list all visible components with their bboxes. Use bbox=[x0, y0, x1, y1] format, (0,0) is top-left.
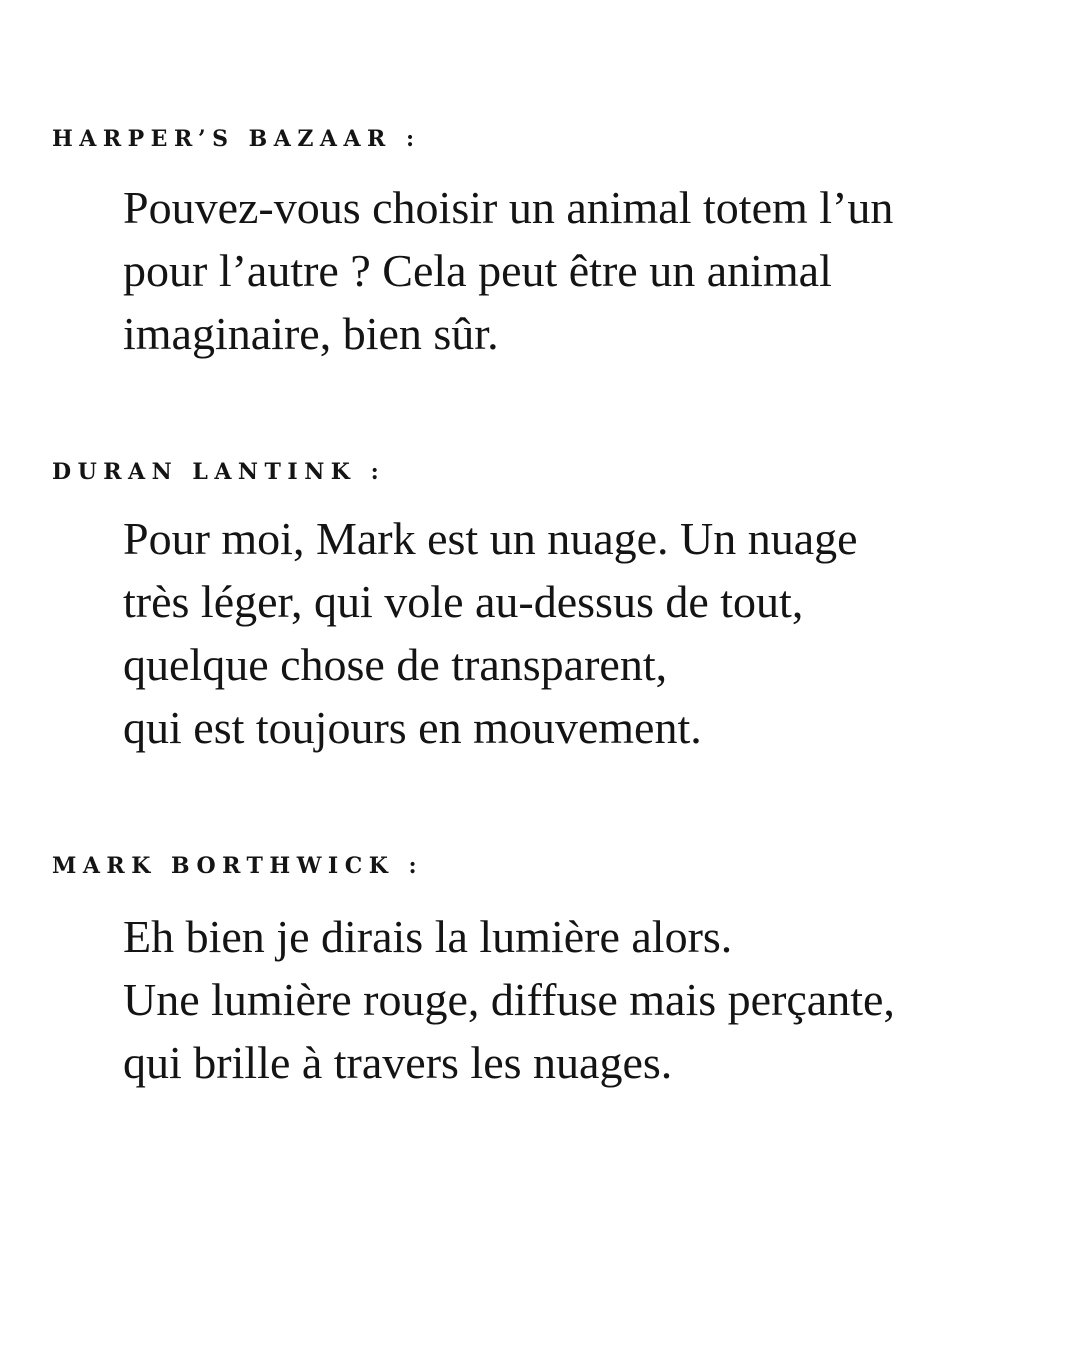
speaker-name: DURAN LANTINK : bbox=[52, 459, 386, 485]
text-line: qui brille à travers les nuages. bbox=[123, 1037, 673, 1088]
text-line: quelque chose de transparent, bbox=[123, 639, 668, 690]
text-line: Pour moi, Mark est un nuage. Un nuage bbox=[123, 513, 858, 564]
speaker-name: HARPER’S BAZAAR : bbox=[52, 126, 421, 152]
text-line: pour l’autre ? Cela peut être un animal bbox=[123, 245, 832, 296]
text-line: très léger, qui vole au-dessus de tout, bbox=[123, 576, 804, 627]
speaker-text bbox=[123, 176, 893, 365]
text-line: Pouvez-vous choisir un animal totem l’un bbox=[123, 182, 894, 233]
text-line: Eh bien je dirais la lumière alors. bbox=[123, 911, 733, 962]
text-line: imaginaire, bien sûr. bbox=[123, 308, 499, 359]
speaker-name: MARK BORTHWICK : bbox=[52, 853, 424, 879]
text-line: qui est toujours en mouvement. bbox=[123, 702, 702, 753]
text-line: Une lumière rouge, diffuse mais perçante, bbox=[123, 974, 895, 1025]
speaker-text bbox=[123, 905, 895, 1094]
speaker-text bbox=[123, 507, 858, 759]
